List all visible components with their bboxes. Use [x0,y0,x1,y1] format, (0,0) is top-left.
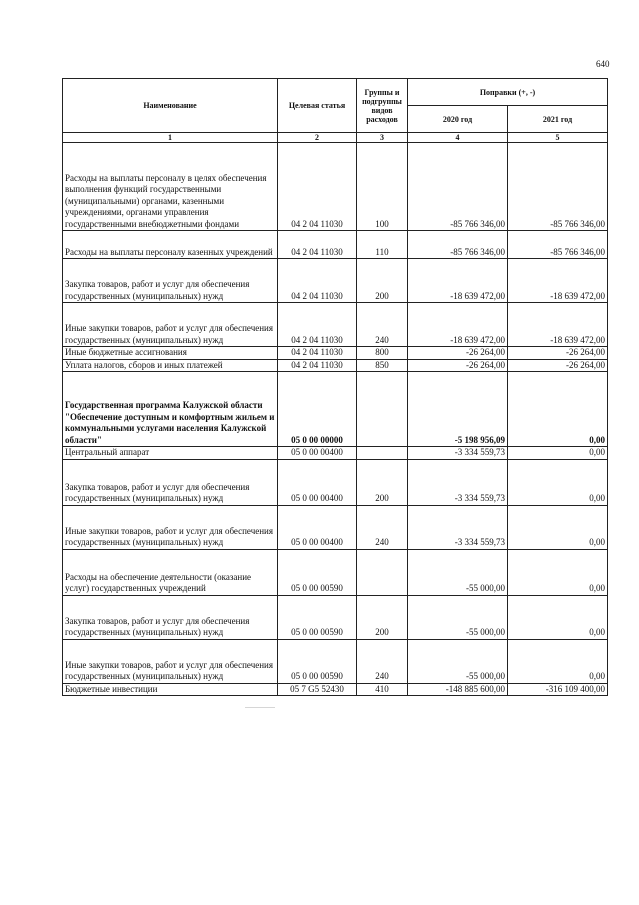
page-number: 640 [596,59,610,69]
row-expense-group: 240 [357,303,408,347]
row-target-item: 05 0 00 00590 [278,595,357,639]
row-amount-2020: -85 766 346,00 [408,231,508,259]
row-amount-2021: -18 639 472,00 [508,303,608,347]
row-target-item: 04 2 04 11030 [278,143,357,231]
row-amount-2021: 0,00 [508,505,608,549]
row-target-item: 05 0 00 00000 [278,372,357,447]
row-target-item: 04 2 04 11030 [278,303,357,347]
row-amount-2020: -18 639 472,00 [408,303,508,347]
row-expense-group: 110 [357,231,408,259]
table-row [63,595,608,639]
row-expense-group: 200 [357,259,408,303]
row-name: Иные закупки товаров, работ и услуг для обеспечения государственных (муниципальных) нужд [63,639,278,683]
row-target-item: 04 2 04 11030 [278,347,357,360]
row-expense-group [357,549,408,595]
row-amount-2021: -85 766 346,00 [508,231,608,259]
row-expense-group: 240 [357,505,408,549]
row-expense-group: 800 [357,347,408,360]
row-name: Бюджетные инвестиции [63,683,278,696]
row-target-item: 05 0 00 00590 [278,639,357,683]
row-target-item: 04 2 04 11030 [278,259,357,303]
table-row [63,359,608,372]
header-year-2020: 2020 год [408,106,508,133]
row-amount-2021: -85 766 346,00 [508,143,608,231]
row-name: Закупка товаров, работ и услуг для обеспечения государственных (муниципальных) нужд [63,259,278,303]
row-amount-2021: -26 264,00 [508,359,608,372]
row-target-item: 04 2 04 11030 [278,231,357,259]
row-amount-2021: 0,00 [508,595,608,639]
row-expense-group [357,372,408,447]
row-name: Расходы на выплаты персоналу казенных учреждений [63,231,278,259]
row-expense-group: 410 [357,683,408,696]
column-number: 1 [63,133,278,143]
row-amount-2021: -316 109 400,00 [508,683,608,696]
row-name: Закупка товаров, работ и услуг для обеспечения государственных (муниципальных) нужд [63,459,278,505]
row-expense-group: 200 [357,595,408,639]
row-amount-2020: -85 766 346,00 [408,143,508,231]
row-name: Уплата налогов, сборов и иных платежей [63,359,278,372]
table-row [63,683,608,696]
table-row [63,447,608,460]
table-row [63,372,608,447]
row-target-item: 04 2 04 11030 [278,359,357,372]
row-amount-2020: -3 334 559,73 [408,505,508,549]
table-row [63,639,608,683]
table-row [63,143,608,231]
row-amount-2021: -26 264,00 [508,347,608,360]
table-row [63,231,608,259]
row-amount-2020: -55 000,00 [408,639,508,683]
table-row [63,303,608,347]
row-amount-2021: 0,00 [508,639,608,683]
row-target-item: 05 0 00 00400 [278,447,357,460]
row-target-item: 05 0 00 00400 [278,505,357,549]
header-target-item: Целевая статья [278,79,357,133]
row-amount-2020: -5 198 956,09 [408,372,508,447]
row-amount-2020: -26 264,00 [408,359,508,372]
row-target-item: 05 0 00 00590 [278,549,357,595]
row-amount-2020: -3 334 559,73 [408,459,508,505]
header-amendments: Поправки (+, -) [408,79,608,106]
row-name: Расходы на обеспечение деятельности (оказание услуг) государственных учреждений [63,549,278,595]
column-number: 4 [408,133,508,143]
row-expense-group [357,447,408,460]
row-amount-2021: 0,00 [508,372,608,447]
header-year-2021: 2021 год [508,106,608,133]
column-number: 5 [508,133,608,143]
column-number: 3 [357,133,408,143]
table-row [63,505,608,549]
row-amount-2020: -55 000,00 [408,549,508,595]
row-name: Иные закупки товаров, работ и услуг для обеспечения государственных (муниципальных) нужд [63,505,278,549]
header-expense-group: Группы и подгруппы видов расходов [357,79,408,133]
row-amount-2020: -3 334 559,73 [408,447,508,460]
table-row [63,459,608,505]
header-name: Наименование [63,79,278,133]
row-amount-2020: -148 885 600,00 [408,683,508,696]
row-name: Государственная программа Калужской области "Обеспечение доступным и комфортным жильем и коммунальными услугами населения Калужской области" [63,372,278,447]
row-name: Иные бюджетные ассигнования [63,347,278,360]
row-expense-group: 100 [357,143,408,231]
table-body [63,143,608,696]
row-name: Иные закупки товаров, работ и услуг для обеспечения государственных (муниципальных) нужд [63,303,278,347]
scan-artifact [245,707,275,708]
budget-amendments-table [62,78,608,696]
row-amount-2021: 0,00 [508,447,608,460]
row-amount-2021: 0,00 [508,459,608,505]
table-row [63,549,608,595]
row-amount-2020: -26 264,00 [408,347,508,360]
table-row [63,259,608,303]
row-amount-2020: -55 000,00 [408,595,508,639]
row-expense-group: 200 [357,459,408,505]
row-amount-2020: -18 639 472,00 [408,259,508,303]
row-amount-2021: -18 639 472,00 [508,259,608,303]
row-expense-group: 240 [357,639,408,683]
row-expense-group: 850 [357,359,408,372]
row-name: Центральный аппарат [63,447,278,460]
table-row [63,347,608,360]
row-name: Расходы на выплаты персоналу в целях обеспечения выполнения функций государственными (муниципальными) органами, казенными учреждениями, органами управления государственными внебюджетными фондами [63,143,278,231]
row-target-item: 05 0 00 00400 [278,459,357,505]
row-target-item: 05 7 G5 52430 [278,683,357,696]
column-number: 2 [278,133,357,143]
row-name: Закупка товаров, работ и услуг для обеспечения государственных (муниципальных) нужд [63,595,278,639]
row-amount-2021: 0,00 [508,549,608,595]
